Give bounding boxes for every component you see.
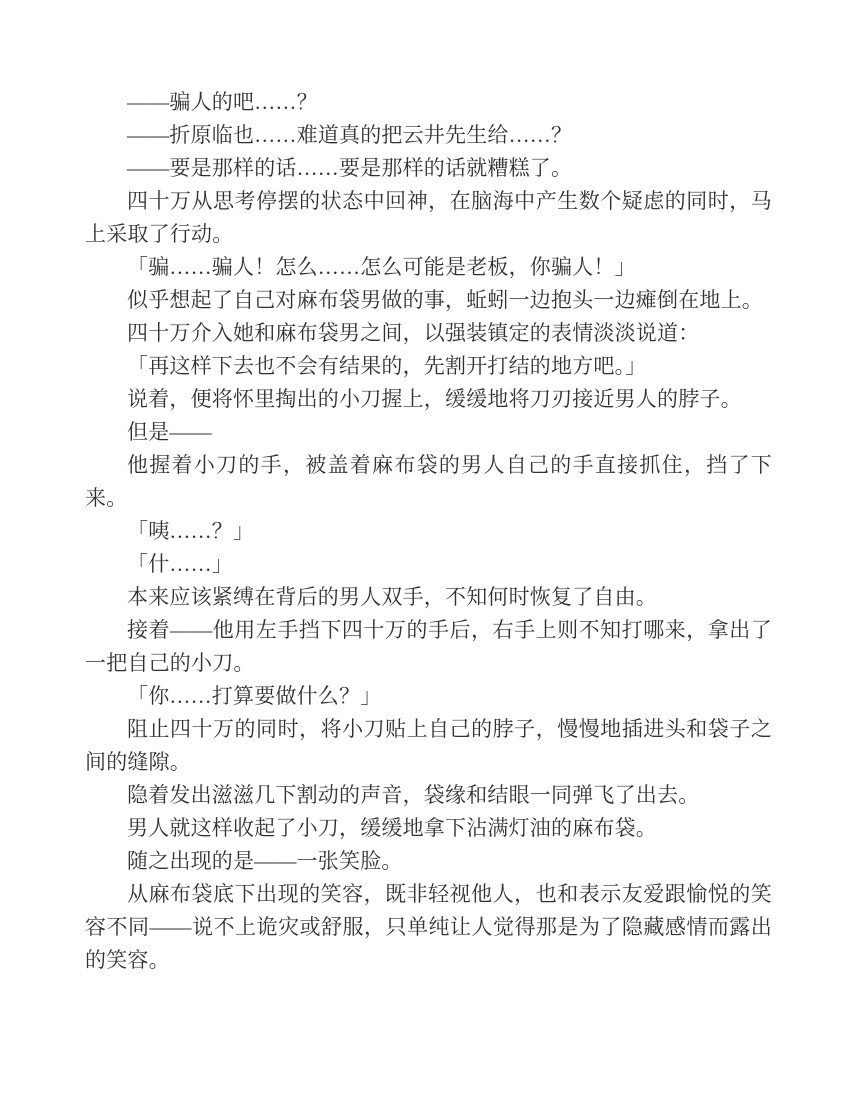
paragraph: 「什……」	[127, 552, 233, 576]
paragraph: 他握着小刀的手，被盖着麻布袋的男人自己的手直接抓住，挡了下来。	[85, 453, 772, 510]
paragraph: 从麻布袋底下出现的笑容，既非轻视他人，也和表示友爱跟愉悦的笑容不同——说不上诡灾或舒服，只单纯让人觉得那是为了隐藏感情而露出的笑容。	[85, 882, 772, 972]
paragraph: 四十万从思考停摆的状态中回神，在脑海中产生数个疑虑的同时，马上采取了行动。	[85, 189, 772, 246]
paragraph: 似乎想起了自己对麻布袋男做的事，蚯蚓一边抱头一边瘫倒在地上。	[127, 288, 763, 312]
novel-text-block	[85, 86, 772, 977]
paragraph: 「再这样下去也不会有结果的，先割开打结的地方吧。」	[127, 354, 647, 378]
paragraph: 随之出现的是——一张笑脸。	[127, 849, 403, 873]
paragraph: 男人就这样收起了小刀，缓缓地拿下沾满灯油的麻布袋。	[127, 816, 657, 840]
paragraph: ——要是那样的话……要是那样的话就糟糕了。	[127, 156, 573, 180]
paragraph: ——骗人的吧……？	[127, 90, 318, 114]
paragraph: 本来应该紧缚在背后的男人双手，不知何时恢复了自由。	[127, 585, 657, 609]
paragraph: 接着——他用左手挡下四十万的手后，右手上则不知打哪来，拿出了一把自己的小刀。	[85, 618, 772, 675]
paragraph: ——折原临也……难道真的把云井先生给……？	[127, 123, 573, 147]
paragraph: 四十万介入她和麻布袋男之间，以强装镇定的表情淡淡说道：	[127, 321, 700, 345]
paragraph: 「骗……骗人！怎么……怎么可能是老板，你骗人！」	[127, 255, 636, 279]
paragraph: 但是——	[127, 420, 212, 444]
paragraph: 隐着发出滋滋几下割动的声音，袋缘和结眼一同弹飞了出去。	[127, 783, 700, 807]
paragraph: 「你……打算要做什么？」	[127, 684, 382, 708]
paragraph: 阻止四十万的同时，将小刀贴上自己的脖子，慢慢地插进头和袋子之间的缝隙。	[85, 717, 772, 774]
paragraph: 「咦……？」	[127, 519, 255, 543]
paragraph: 说着，便将怀里掏出的小刀握上，缓缓地将刀刃接近男人的脖子。	[127, 387, 742, 411]
